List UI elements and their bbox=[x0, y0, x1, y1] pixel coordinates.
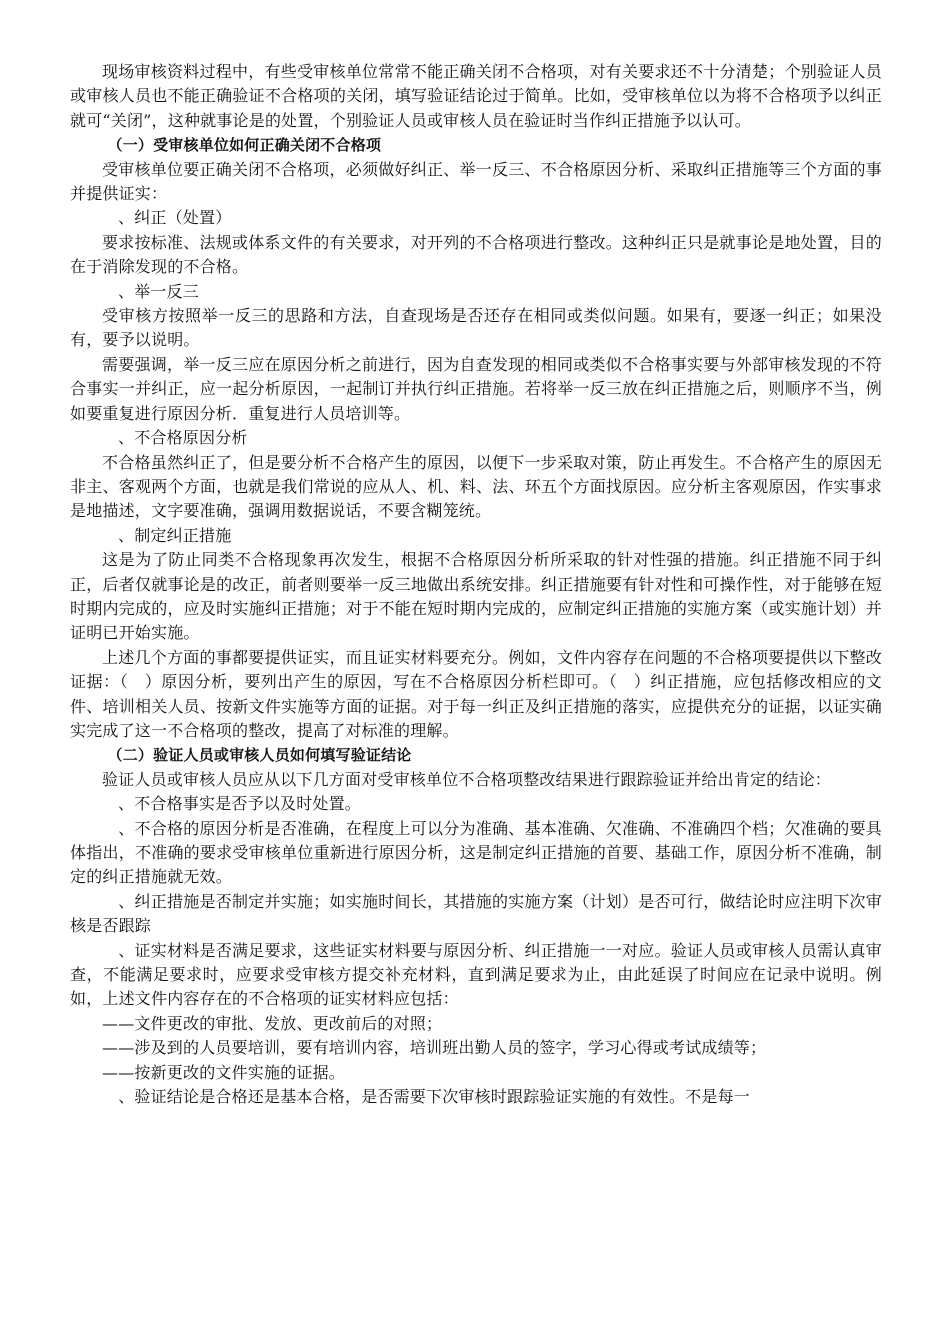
dash-item: ——文件更改的审批、发放、更改前后的对照； bbox=[102, 1013, 443, 1033]
paragraph: 、纠正措施是否制定并实施；如实施时间长，其措施的实施方案（计划）是否可行，做结论时应注明下次审核是否跟踪 bbox=[70, 891, 882, 936]
paragraph: 、验证结论是合格还是基本合格，是否需要下次审核时跟踪验证实施的有效性。不是每一 bbox=[102, 1087, 751, 1107]
paragraph: 上述几个方面的事都要提供证实，而且证实材料要充分。例如，文件内容存在问题的不合格项要提供以下整改证据：（ ）原因分析，要列出产生的原因，写在不合格原因分析栏即可。（ ）纠正措施，应包括修改相应的文件、培训相关人员、按新文件实施等方面的证据。对于每一纠正及纠正措施的落实，应提供充分的证据，以证实确实完成了这一不合格项的整改，提高了对标准的理解。 bbox=[70, 647, 882, 740]
list-item: 、不合格事实是否予以及时处置。 bbox=[118, 794, 362, 814]
dash-item: ——涉及到的人员要培训，要有培训内容，培训班出勤人员的签字，学习心得或考试成绩等； bbox=[102, 1038, 767, 1058]
dash-item: ——按新更改的文件实施的证据。 bbox=[102, 1062, 346, 1082]
list-item: 、制定纠正措施 bbox=[118, 525, 232, 545]
paragraph: 不合格虽然纠正了，但是要分析不合格产生的原因，以便下一步采取对策，防止再发生。不合格产生的原因无非主、客观两个方面，也就是我们常说的应从人、机、料、法、环五个方面找原因。应分析主客观原因，作实事求是地描述，文字要准确，强调用数据说话，不要含糊笼统。 bbox=[70, 452, 882, 521]
paragraph: 需要强调，举一反三应在原因分析之前进行，因为自查发现的相同或类似不合格事实要与外部审核发现的不符合事实一并纠正，应一起分析原因，一起制订并执行纠正措施。若将举一反三放在纠正措施之后，则顺序不当，例如要重复进行原因分析．重复进行人员培训等。 bbox=[70, 354, 882, 423]
paragraph: 、不合格的原因分析是否准确，在程度上可以分为准确、基本准确、欠准确、不准确四个档；欠准确的要具体指出，不准确的要求受审核单位重新进行原因分析，这是制定纠正措施的首要、基础工作，原因分析不准确，制定的纠正措施就无效。 bbox=[70, 818, 882, 887]
list-item: 、不合格原因分析 bbox=[118, 428, 248, 448]
paragraph: 现场审核资料过程中，有些受审核单位常常不能正确关闭不合格项，对有关要求还不十分清楚；个别验证人员或审核人员也不能正确验证不合格项的关闭，填写验证结论过于简单。比如，受审核单位以为将不合格项予以纠正就可“关闭”，这种就事论是的处置，个别验证人员或审核人员在验证时当作纠正措施予以认可。 bbox=[70, 62, 882, 130]
section-heading: （一）受审核单位如何正确关闭不合格项 bbox=[107, 136, 382, 155]
paragraph: 这是为了防止同类不合格现象再次发生，根据不合格原因分析所采取的针对性强的措施。纠正措施不同于纠正，后者仅就事论是的改正，前者则要举一反三地做出系统安排。纠正措施要有针对性和可操作性，对于能够在短时期内完成的，应及时实施纠正措施；对于不能在短时期内完成的，应制定纠正措施的实施方案（或实施计划）并证明已开始实施。 bbox=[70, 550, 882, 643]
paragraph: 受审核单位要正确关闭不合格项，必须做好纠正、举一反三、不合格原因分析、采取纠正措施等三个方面的事并提供证实： bbox=[70, 159, 882, 204]
document-page bbox=[70, 60, 882, 1109]
list-item: 、举一反三 bbox=[118, 281, 200, 301]
paragraph: 验证人员或审核人员应从以下几方面对受审核单位不合格项整改结果进行跟踪验证并给出肯定的结论： bbox=[102, 769, 832, 789]
paragraph: 要求按标准、法规或体系文件的有关要求，对开列的不合格项进行整改。这种纠正只是就事论是地处置，目的在于消除发现的不合格。 bbox=[70, 232, 882, 277]
paragraph: 受审核方按照举一反三的思路和方法，自查现场是否还存在相同或类似问题。如果有，要逐一纠正；如果没有，要予以说明。 bbox=[70, 306, 882, 350]
list-item: 、纠正（处置） bbox=[118, 208, 232, 228]
paragraph: 、证实材料是否满足要求，这些证实材料要与原因分析、纠正措施一一对应。验证人员或审核人员需认真审查，不能满足要求时，应要求受审核方提交补充材料，直到满足要求为止，由此延误了时间应在记录中说明。例如，上述文件内容存在的不合格项的证实材料应包括： bbox=[70, 940, 882, 1009]
section-heading: （二）验证人员或审核人员如何填写验证结论 bbox=[107, 746, 412, 765]
